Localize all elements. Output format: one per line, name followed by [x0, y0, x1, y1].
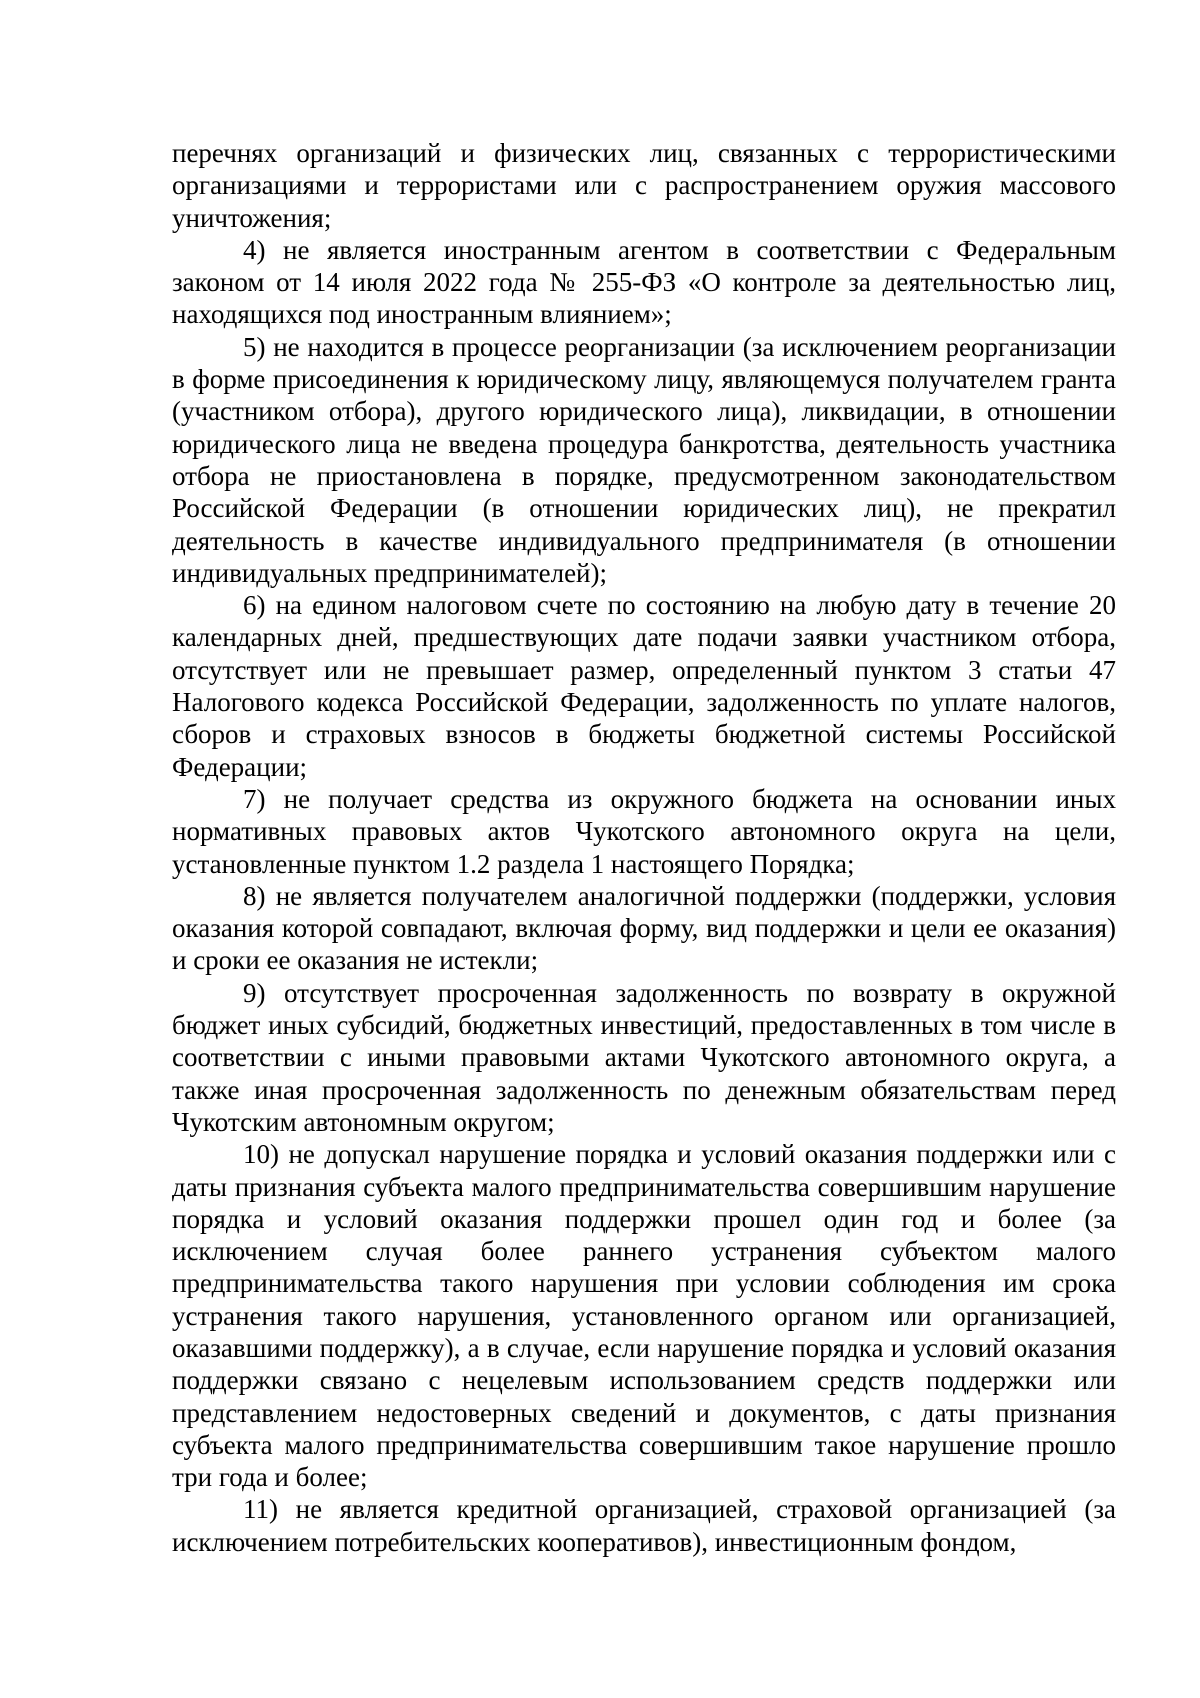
paragraph-item-9: 9) отсутствует просроченная задолженность по возврату в окружной бюджет иных субсидий, бюджетных инвестиций, предоставленных в том числе в соответствии с иными правовыми актами Чукотского автономного округа, а также иная просроченная задолженность по денежным обязательствам перед Чукотским автономным округом;	[172, 977, 1116, 1137]
paragraph-continuation: перечнях организаций и физических лиц, связанных с террористическими организациями и террористами или с распространением оружия массового уничтожения;	[172, 138, 1116, 233]
paragraph-item-5: 5) не находится в процессе реорганизации (за исключением реорганизации в форме присоединения к юридическому лицу, являющемуся получателем гранта (участником отбора), другого юридического лица), ликвидации, в отношении юридического лица не введена процедура банкротства, деятельность участника отбора не приостановлена в порядке, предусмотренном законодательством Российской Федерации (в отношении юридических лиц), не прекратил деятельность в качестве индивидуального предпринимателя (в отношении индивидуальных предпринимателей);	[172, 331, 1116, 588]
document-body	[172, 137, 1116, 1558]
paragraph-item-11: 11) не является кредитной организацией, страховой организацией (за исключением потребительских кооперативов), инвестиционным фондом,	[172, 1494, 1116, 1557]
paragraph-item-10: 10) не допускал нарушение порядка и условий оказания поддержки или с даты признания субъекта малого предпринимательства совершившим нарушение порядка и условий оказания поддержки прошел один год и более (за исключением случая более раннего устранения субъектом малого предпринимательства такого нарушения при условии соблюдения им срока устранения такого нарушения, установленного органом или организацией, оказавшими поддержку), а в случае, если нарушение порядка и условий оказания поддержки связано с нецелевым использованием средств поддержки или представлением недостоверных сведений и документов, с даты признания субъекта малого предпринимательства совершившим такое нарушение прошло три года и более;	[172, 1139, 1116, 1493]
paragraph-item-8: 8) не является получателем аналогичной поддержки (поддержки, условия оказания которой совпадают, включая форму, вид поддержки и цели ее оказания) и сроки ее оказания не истекли;	[172, 880, 1116, 976]
paragraph-item-6: 6) на едином налоговом счете по состоянию на любую дату в течение 20 календарных дней, предшествующих дате подачи заявки участником отбора, отсутствует или не превышает размер, определенный пунктом 3 статьи 47 Налогового кодекса Российской Федерации, задолженность по уплате налогов, сборов и страховых взносов в бюджеты бюджетной системы Российской Федерации;	[172, 590, 1116, 782]
paragraph-item-7: 7) не получает средства из окружного бюджета на основании иных нормативных правовых актов Чукотского автономного округа на цели, установленные пунктом 1.2 раздела 1 настоящего Порядка;	[172, 783, 1116, 879]
paragraph-item-4: 4) не является иностранным агентом в соответствии с Федеральным законом от 14 июля 2022 года № 255-ФЗ «О контроле за деятельностью лиц, находящихся под иностранным влиянием»;	[172, 234, 1116, 330]
